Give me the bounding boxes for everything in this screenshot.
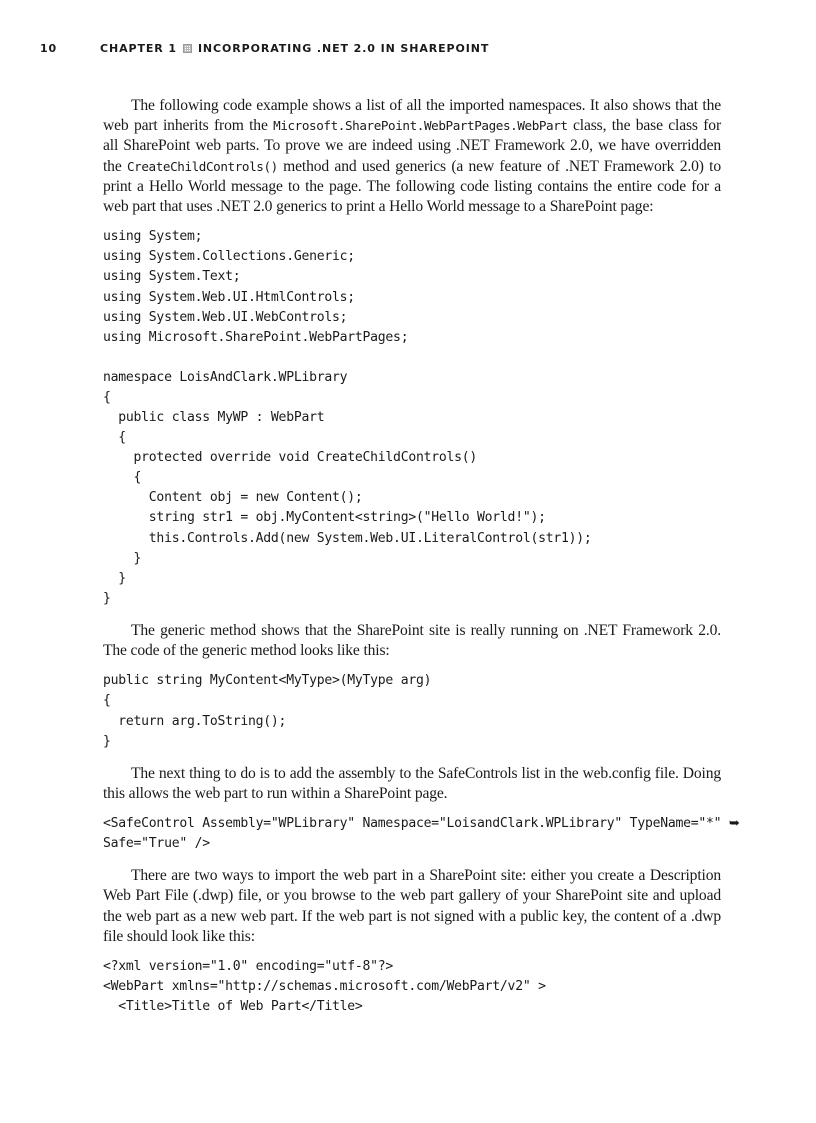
paragraph-text: class, the base class for all SharePoint web parts. To prove we are indeed using .NET Framework 2.0, we have overridden the [103,117,721,175]
code-listing-webpart-class: namespace LoisAndClark.WPLibrary { public class MyWP : WebPart { protected override void CreateChildControls() { Content obj = new Content(); string str1 = obj.MyContent<string>("Hello World!"); this.Controls.Add(new System.Web.UI.LiteralControl(str1)); } } } [103,369,592,606]
inline-code-createchildcontrols: CreateChildControls() [126,158,278,174]
safecontrol-line-1: <SafeControl Assembly="WPLibrary" Namespace="LoisandClark.WPLibrary" TypeName="*" [103,816,729,832]
generic-method-paragraph: The generic method shows that the SharePoint site is really running on .NET Framework 2.0. The code of the generic method looks like this: [103,621,721,660]
safecontrols-paragraph: The next thing to do is to add the assembly to the SafeControls list in the web.config file. Doing this allows the web part to run within a SharePoint page. [103,764,721,802]
inline-code-webpart-class: Microsoft.SharePoint.WebPartPages.WebPart [273,118,568,134]
page-body [103,96,740,1017]
dwp-import-paragraph: There are two ways to import the web part in a SharePoint site: either you create a Description Web Part File (.dwp) file, or you browse to the web part gallery of your SharePoint site and upload the web part as a new web part. If the web part is not signed with a public key, the content of a .dwp file should look like this: [103,867,721,945]
intro-paragraph [103,96,721,217]
chapter-heading [100,42,489,55]
paragraph-text: The following code example shows a list of all the imported namespaces. It also shows that the web part inherits from the [103,97,721,135]
line-continuation-arrow-icon: ➥ [728,816,740,832]
code-listing-generic-method: public string MyContent<MyType>(MyType arg) { return arg.ToString(); } [103,673,432,749]
page-number: 10 [40,42,58,55]
chapter-label: CHAPTER 1 [100,42,177,55]
code-listing-usings: using System; using System.Collections.Generic; using System.Text; using System.Web.UI.HtmlControls; using System.Web.UI.WebControls; using Microsoft.SharePoint.WebPartPages; [103,229,409,345]
code-listing-dwp-file: <?xml version="1.0" encoding="utf-8"?> <WebPart xmlns="http://schemas.microsoft.com/WebPart/v2" > <Title>Title of Web Part</Title> [103,959,546,1015]
code-listing-safecontrol [103,814,740,854]
chapter-separator-icon [183,44,192,53]
paragraph-text: method and used generics (a new feature of .NET Framework 2.0) to print a Hello World message to the page. The following code listing contains the entire code for a web part that uses .NET 2.0 generics to print a Hello World message to a SharePoint page: [103,157,721,216]
running-header [40,42,776,60]
safecontrol-line-2: Safe="True" /> [103,836,210,852]
chapter-title: INCORPORATING .NET 2.0 IN SHAREPOINT [197,42,490,55]
